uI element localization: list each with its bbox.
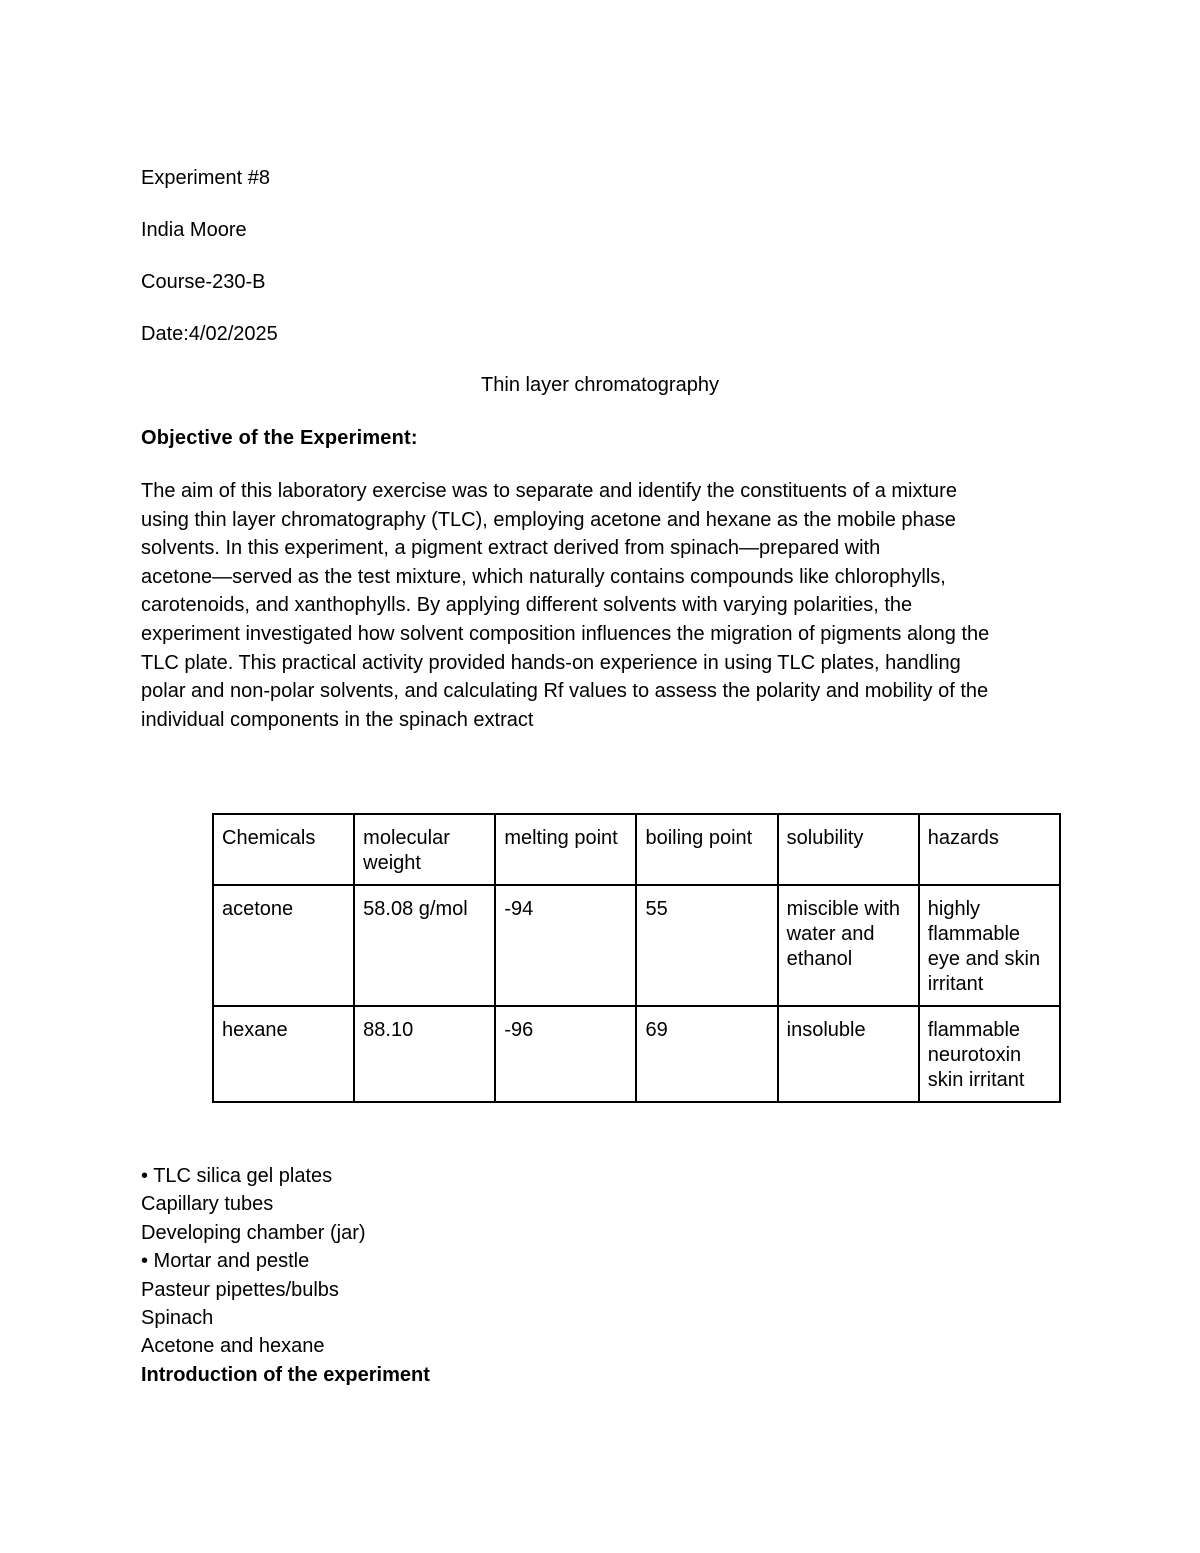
objective-line: polar and non-polar solvents, and calculating Rf values to assess the polarity and mobility of the bbox=[141, 680, 989, 703]
table-header-cell: solubility bbox=[778, 814, 919, 885]
chemicals-table bbox=[212, 813, 1061, 1103]
objective-line: individual components in the spinach extract bbox=[141, 708, 534, 731]
document-title: Thin layer chromatography bbox=[481, 374, 719, 396]
list-item: • Mortar and pestle bbox=[141, 1250, 310, 1273]
list-item: Acetone and hexane bbox=[141, 1335, 325, 1358]
table-cell: insoluble bbox=[778, 1006, 919, 1102]
objective-line: The aim of this laboratory exercise was to separate and identify the constituents of a mixture bbox=[141, 480, 957, 502]
list-item: Capillary tubes bbox=[141, 1193, 274, 1216]
list-item: Developing chamber (jar) bbox=[141, 1221, 366, 1244]
table-header-cell: molecular weight bbox=[354, 814, 495, 885]
table-row bbox=[213, 1006, 1060, 1102]
objective-line: TLC plate. This practical activity provided hands-on experience in using TLC plates, handling bbox=[141, 651, 961, 674]
objective-heading: Objective of the Experiment: bbox=[141, 427, 418, 449]
table-header-cell: hazards bbox=[919, 814, 1060, 885]
table-header-cell: Chemicals bbox=[213, 814, 354, 885]
experiment-number: Experiment #8 bbox=[141, 167, 270, 189]
table-cell: 58.08 g/mol bbox=[354, 885, 495, 1006]
table-cell: 55 bbox=[636, 885, 777, 1006]
table-header-cell: melting point bbox=[495, 814, 636, 885]
materials-list bbox=[141, 1162, 430, 1389]
list-item: Pasteur pipettes/bulbs bbox=[141, 1278, 339, 1301]
table-cell: acetone bbox=[213, 885, 354, 1006]
objective-line: acetone—served as the test mixture, which naturally contains compounds like chlorophylls, bbox=[141, 565, 946, 588]
table-row bbox=[213, 885, 1060, 1006]
table-header-cell: boiling point bbox=[636, 814, 777, 885]
table-cell: 69 bbox=[636, 1006, 777, 1102]
objective-line: experiment investigated how solvent composition influences the migration of pigments along the bbox=[141, 622, 990, 645]
objective-line: solvents. In this experiment, a pigment extract derived from spinach—prepared with bbox=[141, 537, 881, 560]
list-item: Spinach bbox=[141, 1307, 214, 1330]
table-header-row bbox=[213, 814, 1060, 885]
objective-paragraph bbox=[141, 477, 1071, 734]
table-cell: miscible with water and ethanol bbox=[778, 885, 919, 1006]
table-cell: -94 bbox=[495, 885, 636, 1006]
student-name: India Moore bbox=[141, 219, 247, 241]
objective-line: carotenoids, and xanthophylls. By applying different solvents with varying polarities, the bbox=[141, 594, 913, 617]
list-item: • TLC silica gel plates bbox=[141, 1165, 333, 1187]
table-cell: hexane bbox=[213, 1006, 354, 1102]
course-code: Course-230-B bbox=[141, 271, 266, 293]
table-cell: 88.10 bbox=[354, 1006, 495, 1102]
introduction-heading: Introduction of the experiment bbox=[141, 1363, 430, 1386]
objective-line: using thin layer chromatography (TLC), employing acetone and hexane as the mobile phase bbox=[141, 508, 956, 531]
report-date: Date:4/02/2025 bbox=[141, 323, 278, 345]
table-cell: -96 bbox=[495, 1006, 636, 1102]
table-cell: highly flammable eye and skin irritant bbox=[919, 885, 1060, 1006]
table-cell: flammable neurotoxin skin irritant bbox=[919, 1006, 1060, 1102]
